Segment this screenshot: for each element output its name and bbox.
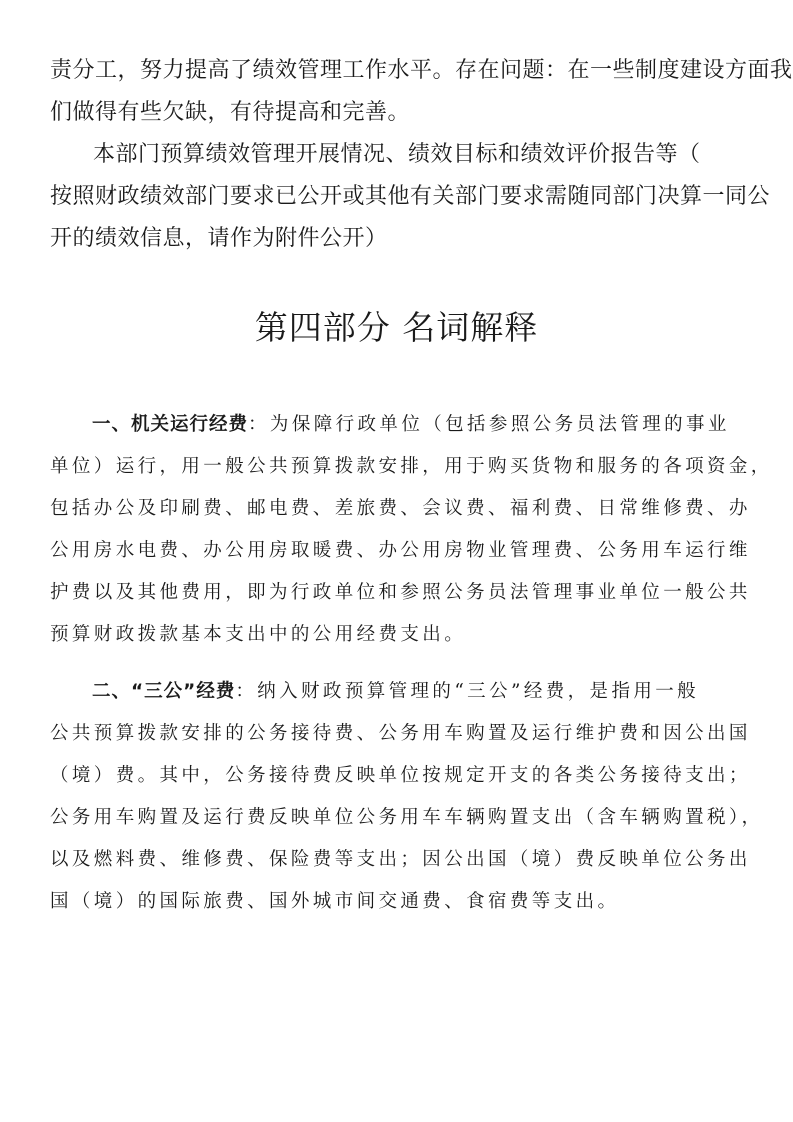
definition-text: ：为保障行政单位（包括参照公务员法管理的事业 [248,414,730,435]
definition-line: 预算财政拨款基本支出中的公用经费支出。 [50,624,467,645]
definition-line: 公务用车购置及运行费反映单位公务用车车辆购置支出（含车辆购置税）， [50,807,764,828]
section-title: 第四部分 名词解释 [254,308,539,347]
intro-line: 开的绩效信息，请作为附件公开） [50,226,388,251]
definition-line: 包括办公及印刷费、邮电费、差旅费、会议费、福利费、日常维修费、办 [50,498,751,519]
definition-text: ：纳入财政预算管理的“三公”经费，是指用一般 [235,681,700,702]
definition-first-line [92,410,730,440]
definition-line: 国（境）的国际旅费、国外城市间交通费、食宿费等支出。 [50,891,620,912]
intro-line: 们做得有些欠缺，有待提高和完善。 [50,100,411,125]
definition-line: 公共预算拨款安排的公务接待费、公务用车购置及运行维护费和因公出国 [50,723,751,744]
intro-line: 按照财政绩效部门要求已公开或其他有关部门要求需随同部门决算一同公 [50,184,771,209]
intro-line: 责分工，努力提高了绩效管理工作水平。存在问题：在一些制度建设方面我 [50,58,793,83]
definition-first-line [92,677,699,707]
definition-line: 公用房水电费、办公用房取暖费、办公用房物业管理费、公务用车运行维 [50,540,751,561]
definition-line: 单位）运行，用一般公共预算拨款安排，用于购买货物和服务的各项资金， [50,456,773,477]
definition-line: （境）费。其中，公务接待费反映单位按规定开支的各类公务接待支出； [50,765,751,786]
intro-line: 本部门预算绩效管理开展情况、绩效目标和绩效评价报告等（ [93,142,701,167]
definition-term: 一、机关运行经费 [92,414,249,435]
definition-term: 二、“三公”经费 [92,681,236,702]
definition-line: 以及燃料费、维修费、保险费等支出；因公出国（境）费反映单位公务出 [50,849,751,870]
definition-line: 护费以及其他费用，即为行政单位和参照公务员法管理事业单位一般公共 [50,582,751,603]
